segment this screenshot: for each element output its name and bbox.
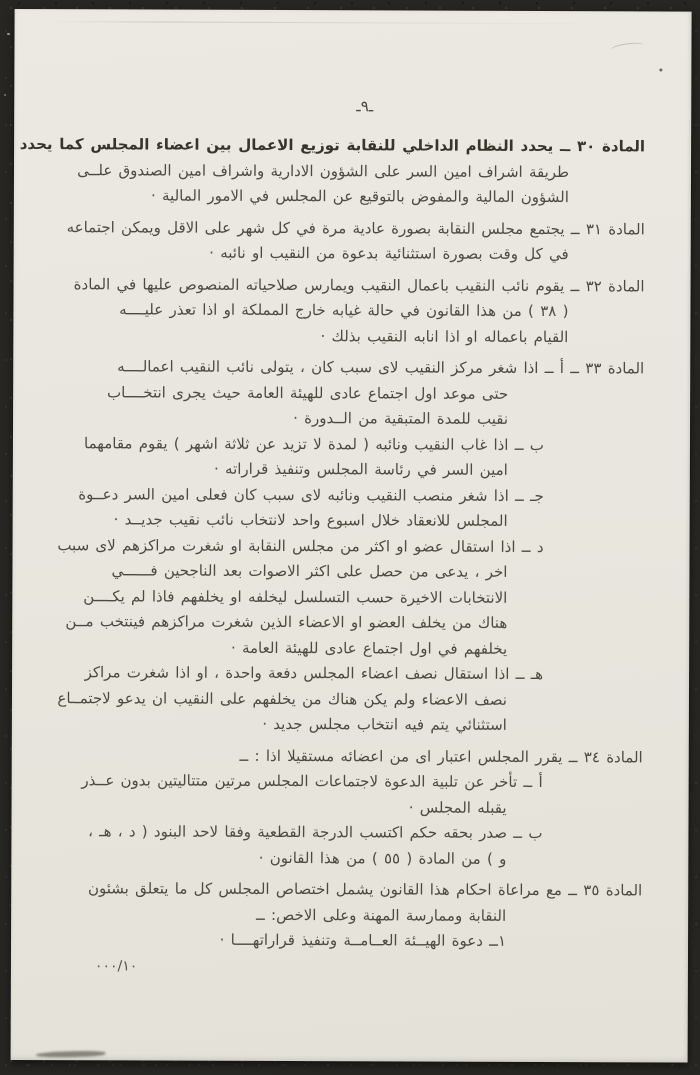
text-line: يخلفهم في اول اجتماع عادى للهيئة العامة ·	[230, 638, 508, 658]
document-lines	[19, 132, 646, 955]
text-line: يقبله المجلس ·	[408, 797, 507, 817]
text-line: د ــ اذا استقال عضو او اكثر من مجلس النقابة او شغرت مراكزهم لاى سبب	[57, 535, 544, 556]
text-line: القيام باعماله او اذا انابه النقيب بذلك ·	[320, 326, 569, 346]
text-line: المجلس للانعقاد خلال اسبوع واحد لانتخاب نائب نقيب جديــد ·	[113, 510, 508, 530]
text-line: هناك من يخلف العضو او الاعضاء الذين شغرت مراكزهم فينتخب مــن	[65, 612, 508, 632]
text-line: هـ ــ اذا استقال نصف اعضاء المجلس دفعة واحدة ، او اذا شغرت مراكز	[84, 663, 544, 683]
text-line: اخر ، يدعى من حصل على اكثر الاصوات بعد الناجحين فــــــي	[111, 561, 508, 581]
text-line: المادة ٣١ ــ يجتمع مجلس النقابة بصورة عادية مرة في كل شهر على الاقل ويمكن اجتماعه	[66, 217, 645, 238]
text-line: ( ٣٨ ) من هذا القانون في حالة غيابه خارج المملكة او اذا تعذر عليــــه	[119, 300, 569, 321]
text-line: أ ــ تأخر عن تلبية الدعوة لاجتماعات المجلس مرتين متتاليتين بدون عــذر	[81, 771, 543, 791]
text-line: نصف الاعضاء ولم يكن هناك من يخلفهم على النقيب ان يدعو لاجتمــاع	[57, 688, 508, 709]
text-line: امين السر في رئاسة المجلس وتنفيذ قراراته ·	[213, 459, 508, 479]
text-line: المادة ٣٤ ــ يقرر المجلس اعتبار اى من اعضائه مستقيلا اذا : ــ	[239, 746, 643, 766]
text-line: ب ــ صدر بحقه حكم اكتسب الدرجة القطعية وفقا لاحد البنود ( د ، هـ ،	[88, 822, 543, 842]
text-line: نقيب للمدة المتبقية من الــدورة ·	[293, 409, 509, 428]
text-line: المادة ٣٠ ــ يحدد النظام الداخلي للنقابة توزيع الاعمال بين اعضاء المجلس كما يحدد	[19, 134, 646, 156]
page-content	[11, 9, 692, 1063]
page-number: ـ٩ـ	[356, 97, 374, 116]
text-line: جـ ــ اذا شغر منصب النقيب ونائبه لاى سبب كان فعلى امين السر دعــوة	[78, 484, 544, 505]
text-line: الانتخابات الاخيرة حسب التسلسل ليخلفه او يخلفهم فاذا لم يكــــن	[83, 586, 508, 607]
text-line: ١ــ دعوة الهيــئة العــامــة وتنفيذ قراراتهــــا ·	[219, 930, 507, 950]
document-page	[11, 9, 692, 1063]
text-line: في كل وقت بصورة استثنائية بدعوة من النقيب او نائبه ·	[209, 243, 569, 264]
text-line: طريقة اشراف امين السر على الشؤون الادارية واشراف امين الصندوق علــى	[77, 160, 570, 181]
text-line: الشؤون المالية والمفوض بالتوقيع عن المجلس في الامور المالية ·	[150, 186, 569, 207]
dust-speck	[4, 94, 6, 96]
text-line: النقابة وممارسة المهنة وعلى الاخص: ــ	[255, 905, 507, 925]
dust-speck	[7, 33, 10, 35]
text-line: المادة ٣٢ ــ يقوم نائب النقيب باعمال النقيب ويمارس صلاحياته المنصوص عليها في المادة	[73, 274, 645, 295]
text-line: و ) من المادة ( ٥٥ ) من هذا القانون ·	[258, 848, 507, 868]
text-line: المادة ٣٥ ــ مع مراعاة احكام هذا القانون يشمل اختصاص المجلس كل ما يتعلق بشئون	[87, 879, 643, 900]
text-line: استثنائي يتم فيه انتخاب مجلس جديد ·	[262, 714, 507, 734]
text-line: حتى موعد اول اجتماع عادى للهيئة العامة حيث يجرى انتخــــاب	[106, 382, 509, 403]
text-line: المادة ٣٣ ــ أ ــ اذا شغر مركز النقيب لاى سبب كان ، يتولى نائب النقيب اعمالــــه	[117, 357, 645, 378]
text-line: ب ــ اذا غاب النقيب ونائبه ( لمدة لا تزيد عن ثلاثة اشهر ) يقوم مقامهما	[84, 433, 544, 454]
continuation-mark: ٠٠٠/١٠	[94, 957, 138, 974]
